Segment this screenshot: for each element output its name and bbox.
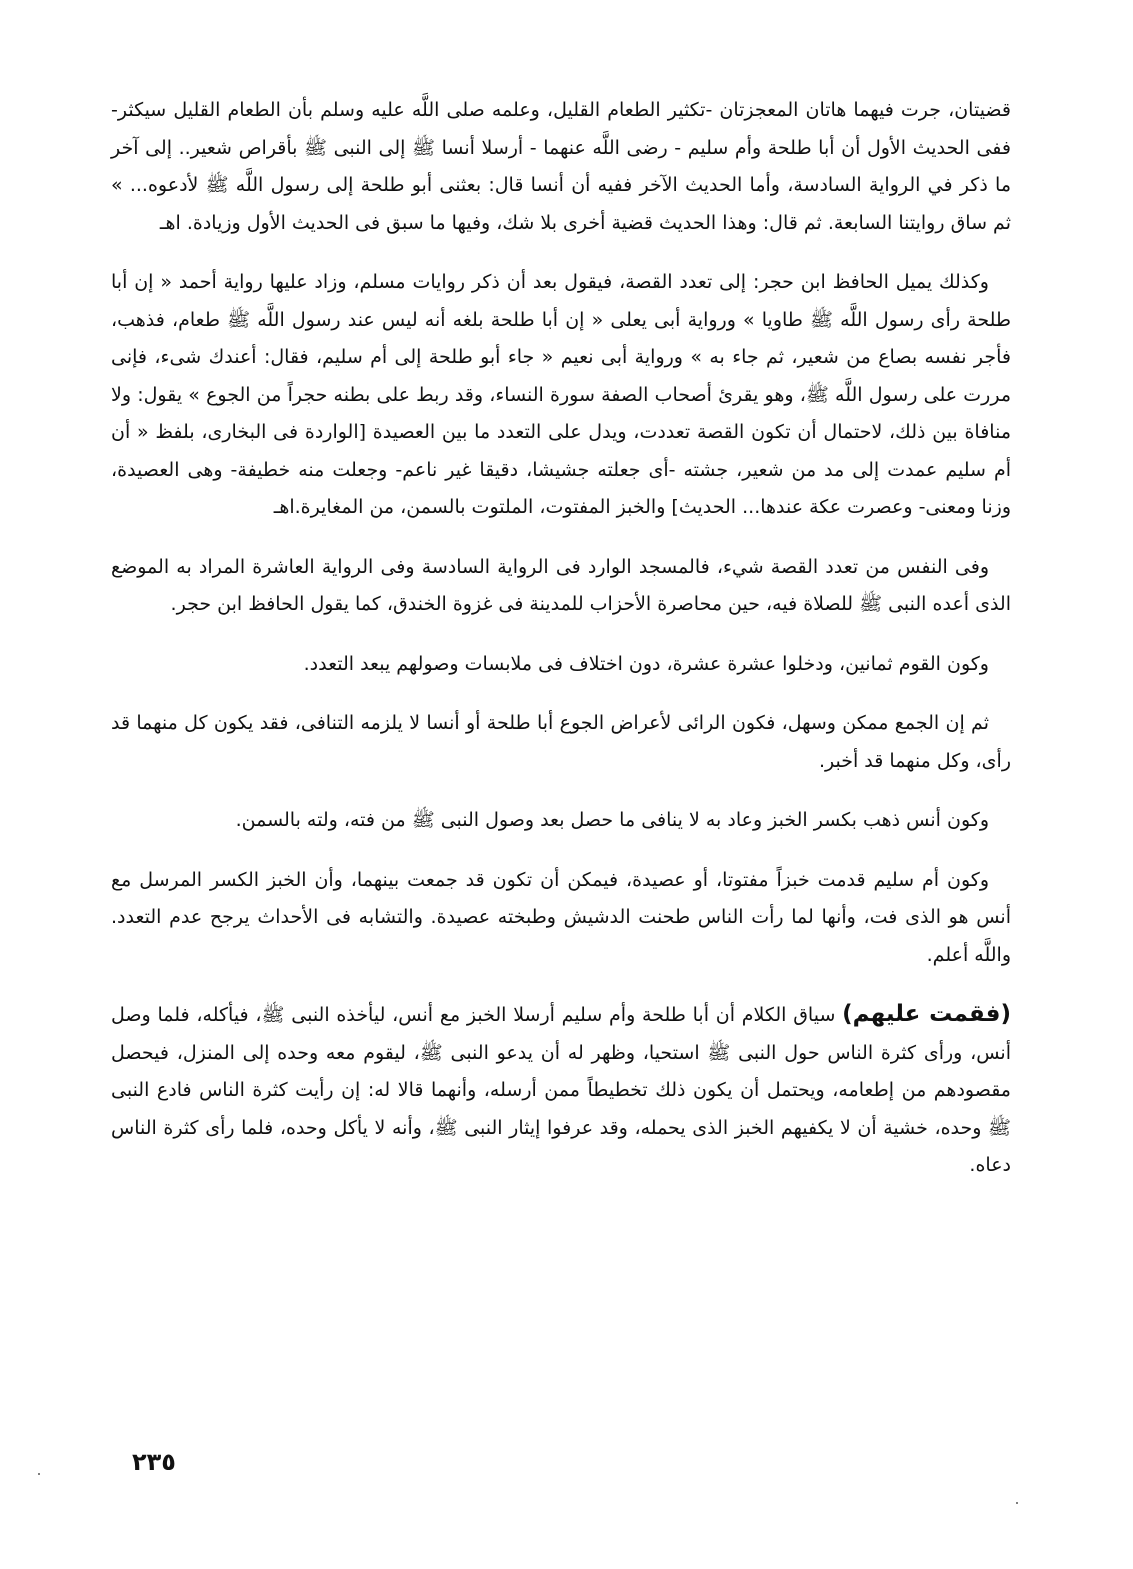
paragraph-4: وكون القوم ثمانين، ودخلوا عشرة عشرة، دون اختلاف فى ملابسات وصولهم يبعد التعدد. [303, 652, 989, 675]
paragraph-1: قضيتان، جرت فيهما هاتان المعجزتان -تكثير الطعام القليل، وعلمه صلى اللَّه عليه وسلم بأن الطعام القليل سيكثر- ففى الحديث الأول أن أبا طلحة وأم سليم - رضى اللَّه عنهما - أرسلا أنسا ﷺ إلى النبى ﷺ بأقراص شعير.. إلى آخر ما ذكر في الرواية السادسة، وأما الحديث الآخر ففيه أن أنسا قال: بعثنى أبو طلحة إلى رسول اللَّه ﷺ لأدعوه... » ثم ساق روايتنا السابعة. ثم قال: وهذا الحديث قضية أخرى بلا شك، وفيها ما سبق فى الحديث الأول وزيادة. اهـ [111, 99, 1011, 234]
paragraph-7: وكون أم سليم قدمت خبزاً مفتوتا، أو عصيدة، فيمكن أن تكون قد جمعت بينهما، وأن الخبز الكسر المرسل مع أنس هو الذى فت، وأنها لما رأت الناس طحنت الدشيش وطبخته عصيدة. والتشابه فى الأحداث يرجح عدم التعدد. واللَّه أعلم. [111, 868, 1011, 966]
paragraph-8-text: سياق الكلام أن أبا طلحة وأم سليم أرسلا الخبز مع أنس، ليأخذه النبى ﷺ، فيأكله، فلما وصل أنس، ورأى كثرة الناس حول النبى ﷺ استحيا، وظهر له أن يدعو النبى ﷺ، ليقوم معه وحده إلى المنزل، فيحصل مقصودهم من إطعامه، ويحتمل أن يكون ذلك تخطيطاً ممن أرسله، وأنهما قالا له: إن رأيت كثرة الناس فادع النبى ﷺ وحده، خشية أن لا يكفيهم الخبز الذى يحمله، وقد عرفوا إيثار النبى ﷺ، وأنه لا يأكل وحده، فلما رأى كثرة الناس دعاه. [111, 1004, 1011, 1176]
scan-speck [1016, 1502, 1018, 1504]
paragraph-8 [111, 996, 1011, 1185]
page-body [111, 92, 1011, 1207]
paragraph-3: وفى النفس من تعدد القصة شيء، فالمسجد الوارد فى الرواية السادسة وفى الرواية العاشرة المراد به الموضع الذى أعده النبى ﷺ للصلاة فيه، حين محاصرة الأحزاب للمدينة فى غزوة الخندق، كما يقول الحافظ ابن حجر. [111, 555, 1011, 615]
paragraph-5: ثم إن الجمع ممكن وسهل، فكون الرائى لأعراض الجوع أبا طلحة أو أنسا لا يلزمه التنافى، فقد يكون كل منهما قد رأى، وكل منهما قد أخبر. [111, 712, 1011, 772]
paragraph-2: وكذلك يميل الحافظ ابن حجر: إلى تعدد القصة، فيقول بعد أن ذكر روايات مسلم، وزاد عليها رواية أحمد « إن أبا طلحة رأى رسول اللَّه ﷺ طاويا » ورواية أبى يعلى « إن أبا طلحة بلغه أنه ليس عند رسول اللَّه ﷺ طعام، فذهب، فأجر نفسه بصاع من شعير، ثم جاء به » ورواية أبى نعيم « جاء أبو طلحة إلى أم سليم، فقال: أعندك شىء، فإنى مررت على رسول اللَّه ﷺ، وهو يقرئ أصحاب الصفة سورة النساء، وقد ربط على بطنه حجراً من الجوع » يقول: ولا منافاة بين ذلك، لاحتمال أن تكون القصة تعددت، ويدل على التعدد ما بين العصيدة [الواردة فى البخارى، بلفظ « أن أم سليم عمدت إلى مد من شعير، جشته -أى جعلته جشيشا، دقيقا غير ناعم- وجعلت منه خطيفة- وهى العصيدة، وزنا ومعنى- وعصرت عكة عندها... الحديث] والخبز المفتوت، الملتوت بالسمن، من المغايرة.اهـ [111, 271, 1011, 518]
scan-speck [38, 1473, 40, 1475]
paragraph-6: وكون أنس ذهب بكسر الخبز وعاد به لا ينافى ما حصل بعد وصول النبى ﷺ من فته، ولته بالسمن. [235, 809, 989, 831]
page-number: ٢٣٥ [132, 1448, 176, 1476]
lead-phrase: (فقمت عليهم) [842, 1001, 1012, 1027]
